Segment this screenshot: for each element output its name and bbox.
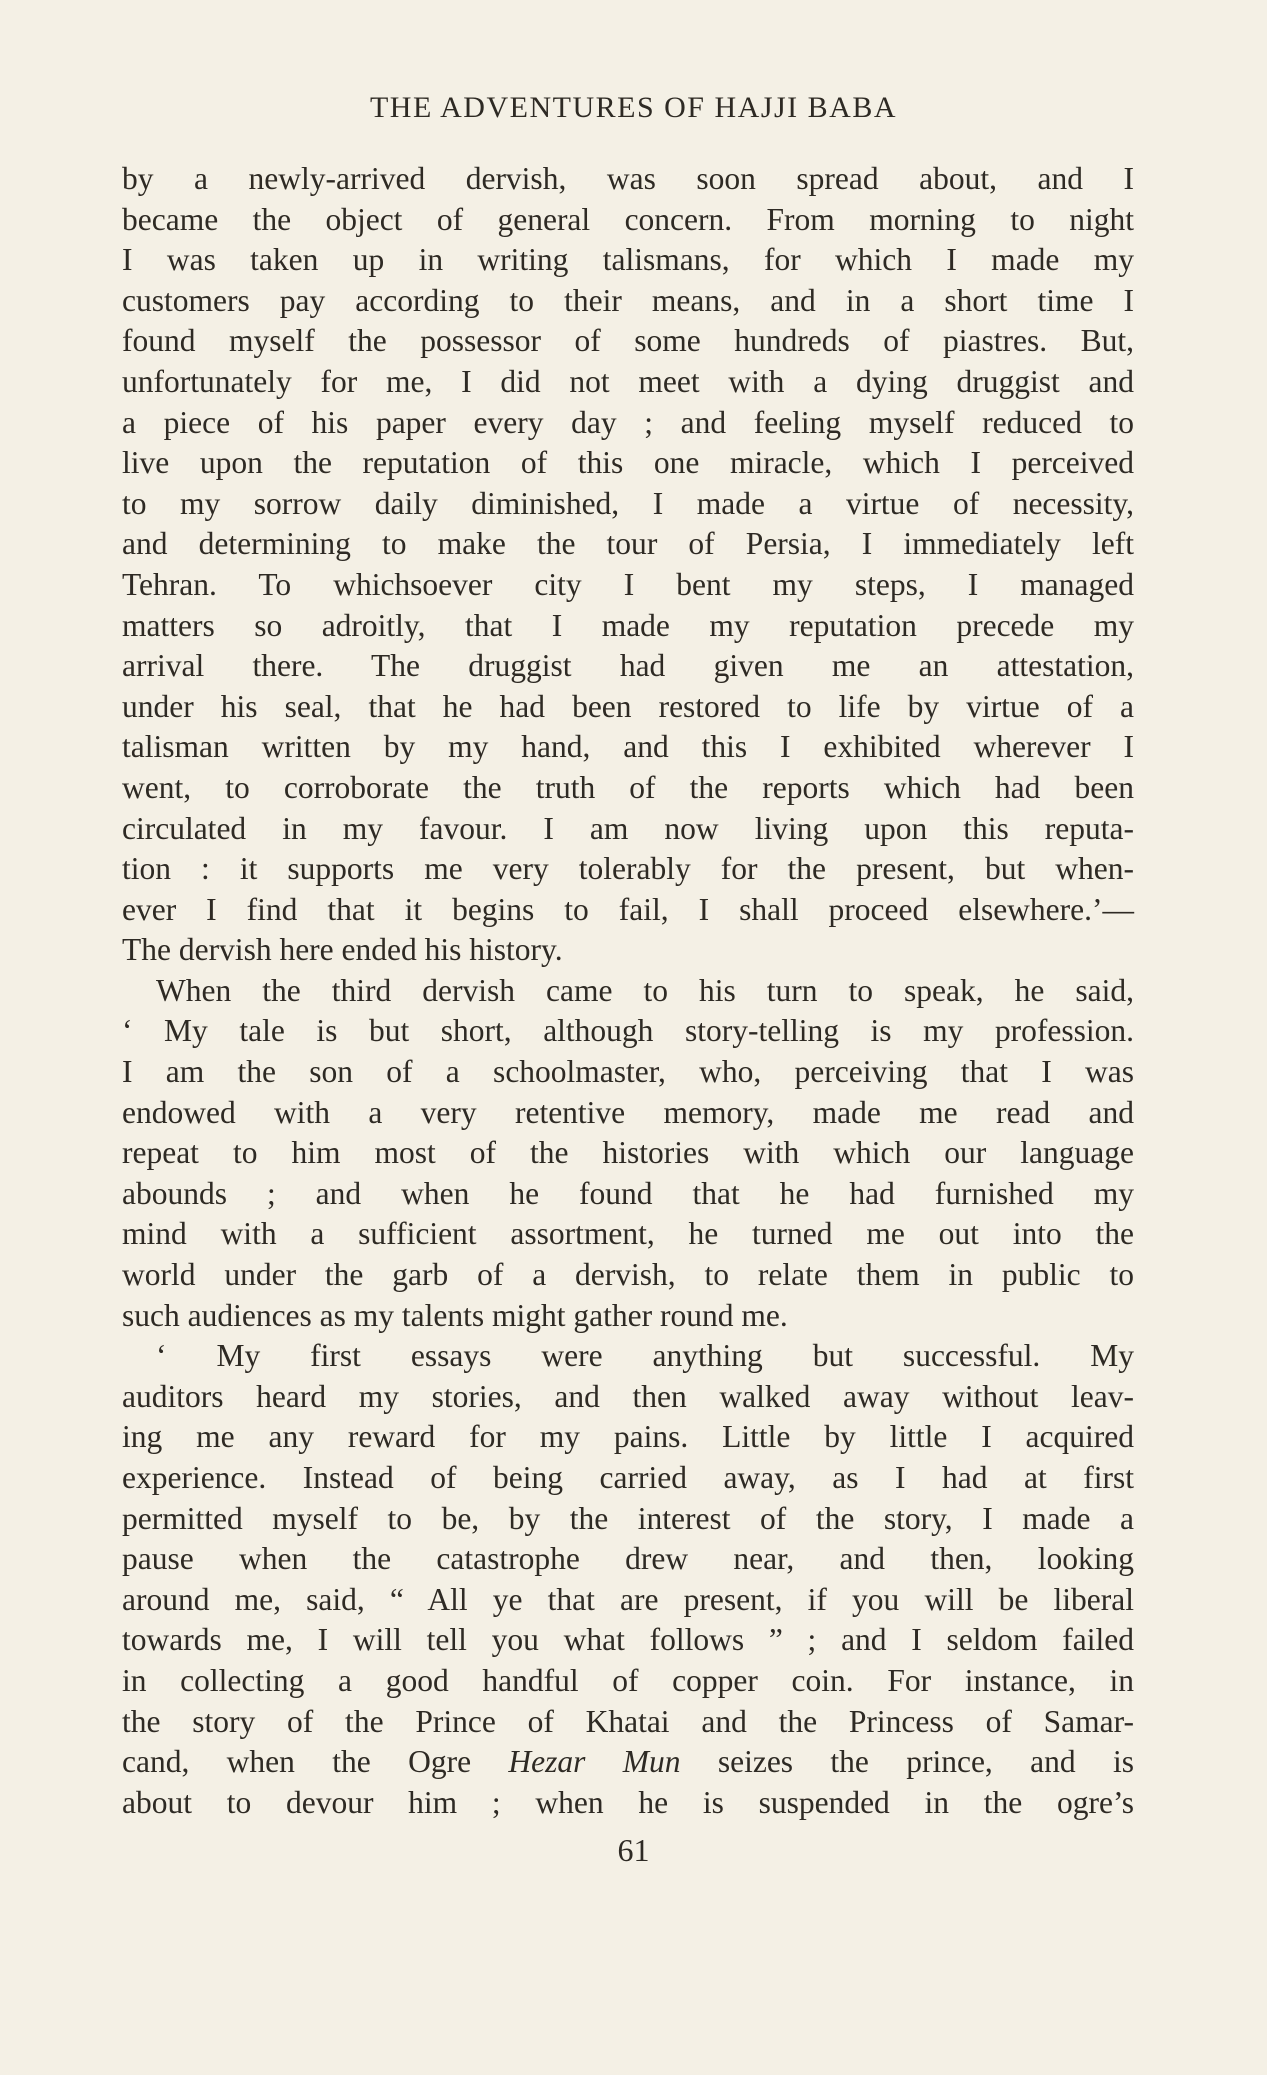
text-line: unfortunately for me, I did not meet with a dying druggist and	[122, 363, 1134, 399]
text-line: towards me, I will tell you what follows ” ; and I seldom failed	[122, 1622, 1134, 1658]
text-line: I am the son of a schoolmaster, who, perceiving that I was	[122, 1054, 1134, 1090]
text-line: customers pay according to their means, and in a short time I	[122, 282, 1134, 318]
text-line: circulated in my favour. I am now living upon this reputa-	[122, 810, 1134, 846]
body-text	[122, 159, 1134, 1823]
text-line: experience. Instead of being carried away, as I had at first	[122, 1460, 1134, 1495]
text-line: matters so adroitly, that I made my reputation precede my	[122, 607, 1134, 643]
text-line: endowed with a very retentive memory, made me read and	[122, 1094, 1134, 1130]
text-line: the story of the Prince of Khatai and the Princess of Samar-	[122, 1703, 1134, 1739]
text-line: arrival there. The druggist had given me an attestation,	[122, 648, 1134, 684]
text-segment: seizes the prince, and is	[680, 1744, 1134, 1780]
paragraph-start-line: When the third dervish came to his turn to speak, he said,	[156, 972, 1134, 1008]
text-line-with-italic	[122, 1742, 1134, 1783]
text-line: abounds ; and when he found that he had furnished my	[122, 1175, 1134, 1211]
text-line: auditors heard my stories, and then walked away without leav-	[122, 1378, 1134, 1414]
paragraph-start-line: ‘ My first essays were anything but successful. My	[156, 1338, 1134, 1374]
text-line: by a newly-arrived dervish, was soon spread about, and I	[122, 161, 1134, 196]
text-line: went, to corroborate the truth of the reports which had been	[122, 769, 1134, 805]
text-line: a piece of his paper every day ; and feeling myself reduced to	[122, 404, 1134, 440]
text-line: world under the garb of a dervish, to relate them in public to	[122, 1257, 1134, 1293]
text-line: around me, said, “ All ye that are present, if you will be liberal	[122, 1581, 1134, 1617]
text-line: in collecting a good handful of copper coin. For instance, in	[122, 1662, 1134, 1698]
paragraph-end-line: such audiences as my talents might gather round me.	[122, 1297, 788, 1333]
italic-name: Hezar Mun	[508, 1744, 681, 1780]
text-line: mind with a sufficient assortment, he turned me out into the	[122, 1216, 1134, 1252]
text-line: and determining to make the tour of Persia, I immediately left	[122, 526, 1134, 562]
text-line: ing me any reward for my pains. Little by little I acquired	[122, 1419, 1134, 1455]
text-line: under his seal, that he had been restored to life by virtue of a	[122, 688, 1134, 724]
text-line: tion : it supports me very tolerably for the present, but when-	[122, 851, 1134, 887]
running-title: THE ADVENTURES OF HAJJI BABA	[369, 91, 898, 124]
text-line: pause when the catastrophe drew near, and then, looking	[122, 1541, 1134, 1577]
text-line: repeat to him most of the histories with which our language	[122, 1135, 1134, 1171]
page-number: 61	[617, 1832, 650, 1868]
text-line: permitted myself to be, by the interest of the story, I made a	[122, 1500, 1134, 1536]
text-line: Tehran. To whichsoever city I bent my steps, I managed	[122, 566, 1134, 602]
text-line: found myself the possessor of some hundreds of piastres. But,	[122, 323, 1134, 359]
text-line: live upon the reputation of this one miracle, which I perceived	[122, 445, 1134, 481]
text-line: ‘ My tale is but short, although story-telling is my profession.	[122, 1013, 1134, 1049]
text-segment: cand, when the Ogre	[122, 1744, 509, 1780]
text-line: to my sorrow daily diminished, I made a virtue of necessity,	[122, 485, 1134, 521]
text-line: I was taken up in writing talismans, for which I made my	[122, 242, 1134, 278]
text-line: became the object of general concern. From morning to night	[122, 201, 1134, 237]
text-line: ever I find that it begins to fail, I shall proceed elsewhere.’—	[122, 891, 1134, 927]
text-line: talisman written by my hand, and this I exhibited wherever I	[122, 729, 1134, 765]
text-line: about to devour him ; when he is suspended in the ogre’s	[122, 1784, 1134, 1820]
paragraph-end-line: The dervish here ended his history.	[122, 932, 563, 968]
